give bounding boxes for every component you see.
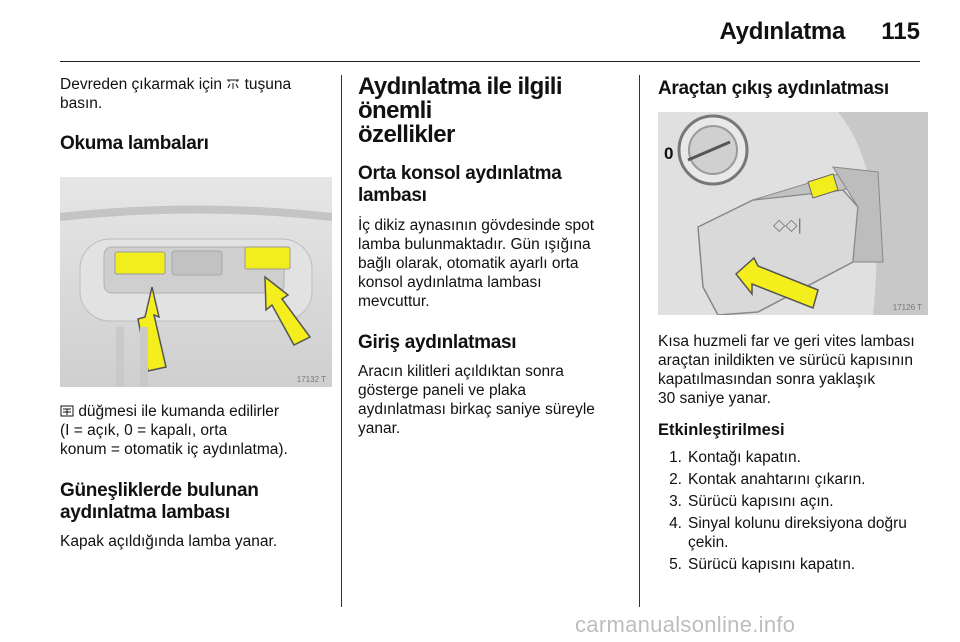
- header-rule: [60, 61, 920, 62]
- list-item: 4. Sinyal kolunu direksiyona doğru çekin.: [669, 515, 907, 551]
- sunvisor-lamp-text: Kapak açıldığında lamba yanar.: [60, 533, 278, 550]
- exit-lighting-figure: [658, 112, 928, 315]
- list-item: 3. Sürücü kapısını açın.: [669, 493, 834, 510]
- column-3: [658, 75, 928, 577]
- turn-signal-lever-illustration: [658, 112, 928, 315]
- column-divider-2: [639, 75, 640, 607]
- entry-lighting-text: Aracın kilitleri açıldıktan sonra gösterge paneli ve plaka aydınlatması birkaç saniye süreyle yanar.: [358, 363, 595, 437]
- reading-lamp-caption: düğmesi ile kumanda edilirler (I = açık, 0 = kapalı, orta konum = otomatik iç aydınlatma).: [60, 403, 288, 458]
- watermark: carmanualsonline.info: [575, 612, 796, 637]
- section-title-reading-lamps: Okuma lambaları: [60, 133, 209, 154]
- reading-lamp-illustration: [60, 177, 332, 387]
- svg-text:◇◇|: ◇◇|: [773, 217, 802, 234]
- exit-lighting-heading: Araçtan çıkış aydınlatması: [658, 78, 889, 99]
- reading-lamp-switch-icon: [60, 405, 74, 417]
- list-item: 2. Kontak anahtarını çıkarın.: [669, 471, 866, 488]
- activation-subheading: Etkinleştirilmesi: [658, 421, 785, 439]
- subheading-entry-lighting: Giriş aydınlatması: [358, 332, 517, 353]
- page-title: Aydınlatma: [719, 18, 845, 45]
- figure-code: 17126 T: [892, 303, 922, 312]
- activation-steps: [658, 448, 928, 574]
- column-divider-1: [341, 75, 342, 607]
- intro-text: Devreden çıkarmak için tuşuna basın.: [60, 76, 292, 112]
- page-header: [0, 0, 960, 62]
- page-number: 115: [881, 18, 920, 45]
- reading-lamp-figure: [60, 177, 332, 387]
- figure-code: 17132 T: [296, 375, 326, 384]
- exit-lighting-text: Kısa huzmeli far ve geri vites lambası araçtan inildikten ve sürücü kapısının kapatılmasından sonra yaklaşık 30 saniye yanar.: [658, 333, 915, 407]
- column-2: [358, 75, 626, 438]
- column-1: [60, 75, 332, 551]
- subheading-console-lamp: Orta konsol aydınlatma lambası: [358, 163, 562, 206]
- console-lamp-text: İç dikiz aynasının gövdesinde spot lamba bulunmaktadır. Gün ışığına bağlı olarak, otomatik ayarlı orta konsol aydınlatma lambası mevcuttur.: [358, 217, 595, 310]
- interior-light-icon: [226, 78, 240, 90]
- key-position-label: 0: [664, 144, 674, 163]
- section-title-sunvisor-lamp: Güneşliklerde bulunan aydınlatma lambası: [60, 480, 259, 523]
- list-item: 1. Kontağı kapatın.: [669, 449, 801, 466]
- list-item: 5. Sürücü kapısını kapatın.: [669, 556, 856, 573]
- main-heading: Aydınlatma ile ilgili önemli özellikler: [358, 73, 562, 148]
